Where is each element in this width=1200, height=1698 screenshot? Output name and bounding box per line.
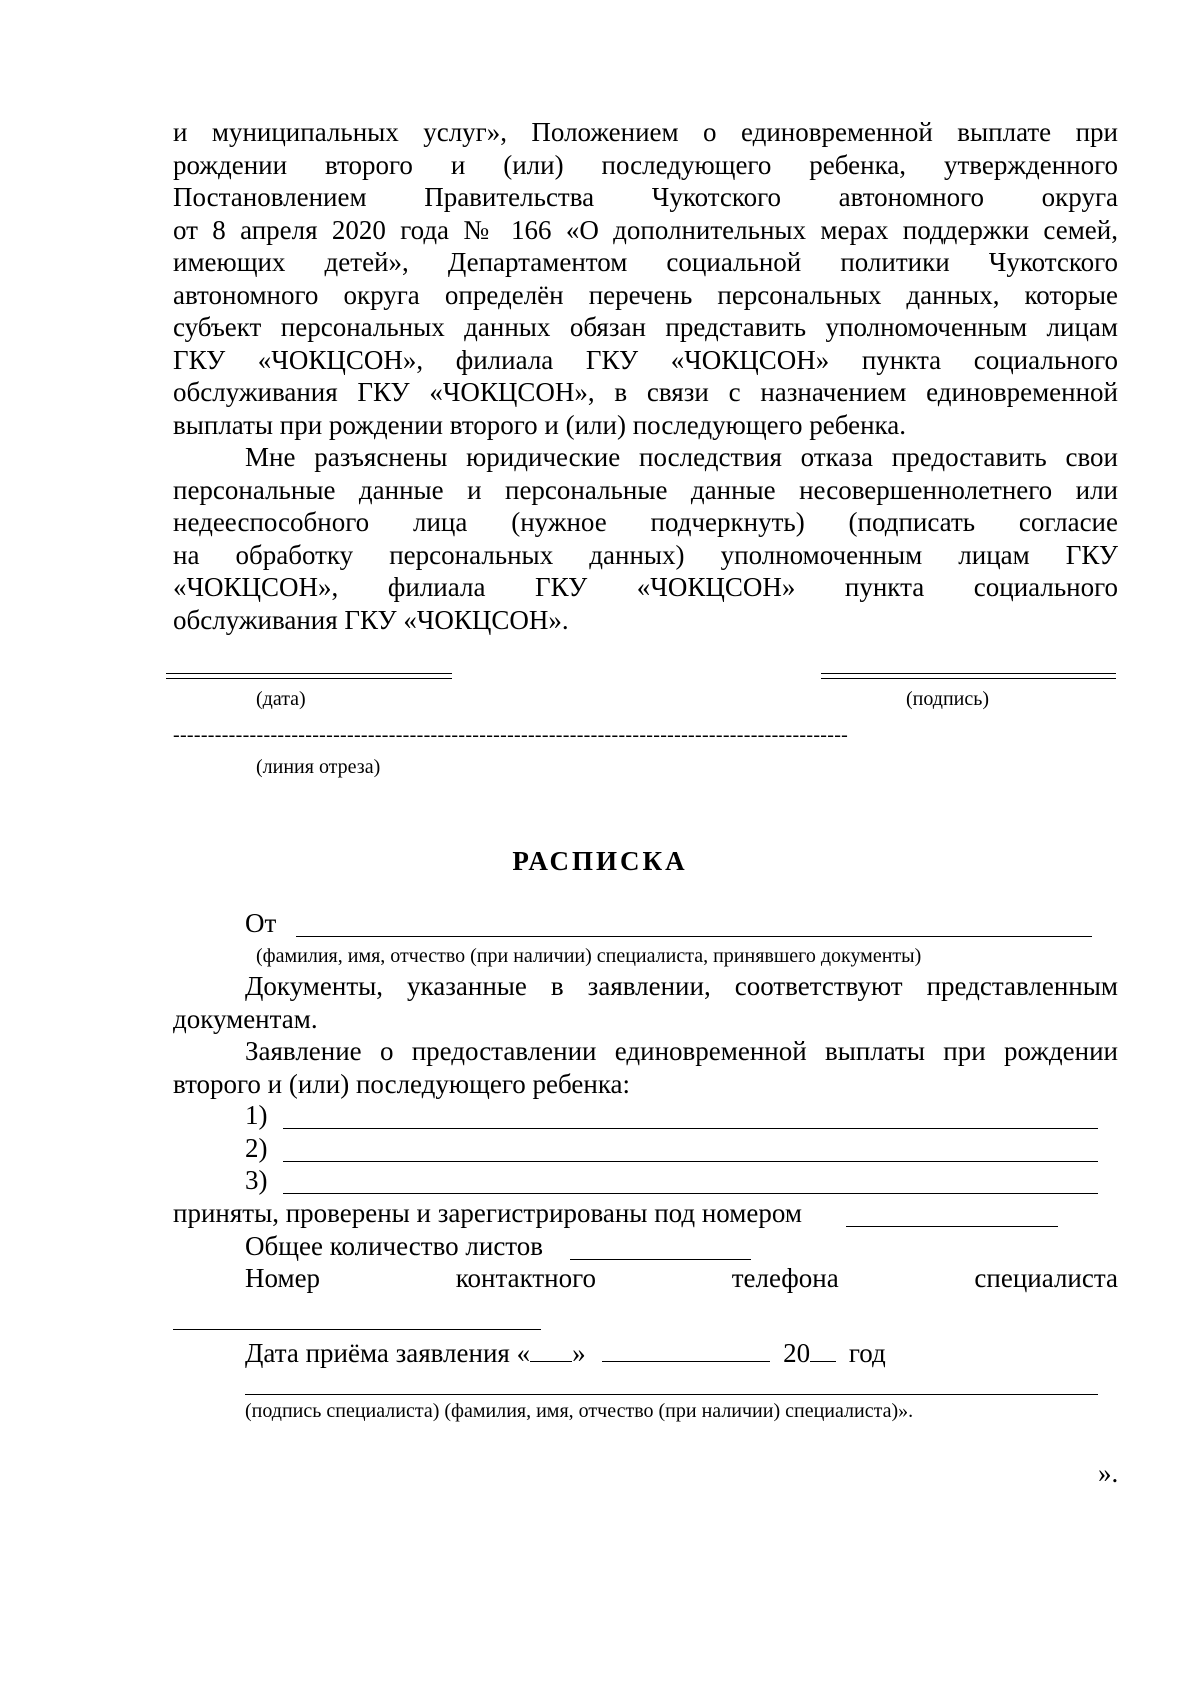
text-line: Постановлением Правительства Чукотского автономного округа	[173, 182, 1118, 212]
text-line: имеющих детей», Департаментом социальной политики Чукотского	[173, 247, 1118, 277]
phone-row	[245, 1262, 1118, 1294]
list-item	[245, 1132, 268, 1164]
phone-word: контактного	[455, 1263, 596, 1293]
text-line: персональные данные и персональные данные несовершеннолетнего или	[173, 474, 1118, 505]
date-quote: »	[572, 1338, 586, 1368]
text-line: выплаты при рождении второго и (или) последующего ребенка.	[173, 409, 906, 440]
text-line: и муниципальных услуг», Положением о единовременной выплате при	[173, 117, 1118, 147]
sheets-label: Общее количество листов	[245, 1231, 543, 1261]
phone-word: телефона	[731, 1263, 839, 1293]
specialist-signature-line[interactable]	[245, 1394, 1098, 1395]
text-line: субъект персональных данных обязан представить уполномоченным лицам	[173, 312, 1118, 342]
text-line: обслуживания ГКУ «ЧОКЦСОН», в связи с назначением единовременной	[173, 377, 1118, 407]
text-line: рождении второго и (или) последующего ребенка, утвержденного	[173, 149, 1118, 180]
application-paragraph	[173, 1035, 1118, 1100]
item-number: 2)	[245, 1133, 268, 1163]
cut-line-caption: (линия отреза)	[256, 756, 381, 778]
text-line: обслуживания ГКУ «ЧОКЦСОН».	[173, 604, 569, 635]
signature-caption: (подпись)	[906, 688, 990, 710]
cut-line: -------------------------------------------------------------------------------------------------	[173, 724, 849, 746]
registration-number-line[interactable]	[846, 1226, 1058, 1227]
accepted-text: приняты, проверены и зарегистрированы под номером	[173, 1198, 802, 1228]
consent-paragraph-1	[173, 116, 1118, 441]
item-number: 1)	[245, 1100, 268, 1130]
item-field-line[interactable]	[283, 1128, 1098, 1129]
from-field-line[interactable]	[296, 936, 1092, 937]
year-prefix: 20	[783, 1338, 811, 1368]
month-field[interactable]	[602, 1335, 770, 1362]
text-line: Документы, указанные в заявлении, соответствуют представленным	[245, 971, 1118, 1001]
text-line: Заявление о предоставлении единовременной выплаты при рождении	[245, 1036, 1118, 1066]
item-field-line[interactable]	[283, 1161, 1098, 1162]
from-label: От	[245, 908, 277, 938]
year-suffix: год	[848, 1338, 886, 1368]
specialist-signature-caption: (подпись специалиста) (фамилия, имя, отчество (при наличии) специалиста)».	[245, 1400, 914, 1422]
text-line: автономного округа определён перечень персональных данных, которые	[173, 279, 1118, 310]
year-field[interactable]	[810, 1335, 836, 1362]
text-line: от 8 апреля 2020 года № 166 «О дополнительных мерах поддержки семей,	[173, 214, 1118, 245]
item-field-line[interactable]	[283, 1193, 1098, 1194]
signature-line	[821, 673, 1116, 679]
closing-quote: ».	[1098, 1458, 1119, 1488]
phone-word: специалиста	[974, 1263, 1118, 1293]
text-line: Мне разъяснены юридические последствия отказа предоставить свои	[245, 442, 1118, 472]
phone-word: Номер	[245, 1263, 321, 1293]
sheets-count-line[interactable]	[570, 1259, 751, 1260]
text-line: второго и (или) последующего ребенка:	[173, 1068, 631, 1099]
item-number: 3)	[245, 1165, 268, 1195]
date-row	[245, 1335, 886, 1369]
text-line: недееспособного лица (нужное подчеркнуть) (подписать согласие	[173, 507, 1118, 537]
phone-field-line[interactable]	[173, 1329, 541, 1330]
day-field[interactable]	[530, 1335, 572, 1362]
list-item	[245, 1099, 268, 1131]
text-line: ГКУ «ЧОКЦСОН», филиала ГКУ «ЧОКЦСОН» пункта социального	[173, 344, 1118, 375]
date-caption: (дата)	[256, 688, 306, 710]
receipt-title: РАСПИСКА	[512, 846, 688, 876]
from-row	[245, 907, 276, 939]
list-item	[245, 1164, 268, 1196]
date-label: Дата приёма заявления «	[245, 1338, 531, 1368]
consent-paragraph-2	[173, 441, 1118, 636]
documents-paragraph	[173, 970, 1118, 1035]
text-line: на обработку персональных данных) уполномоченным лицам ГКУ	[173, 539, 1118, 570]
from-caption: (фамилия, имя, отчество (при наличии) специалиста, принявшего документы)	[256, 945, 922, 967]
text-line: «ЧОКЦСОН», филиала ГКУ «ЧОКЦСОН» пункта социального	[173, 572, 1118, 602]
date-signature-line	[166, 673, 452, 679]
text-line: документам.	[173, 1003, 318, 1034]
